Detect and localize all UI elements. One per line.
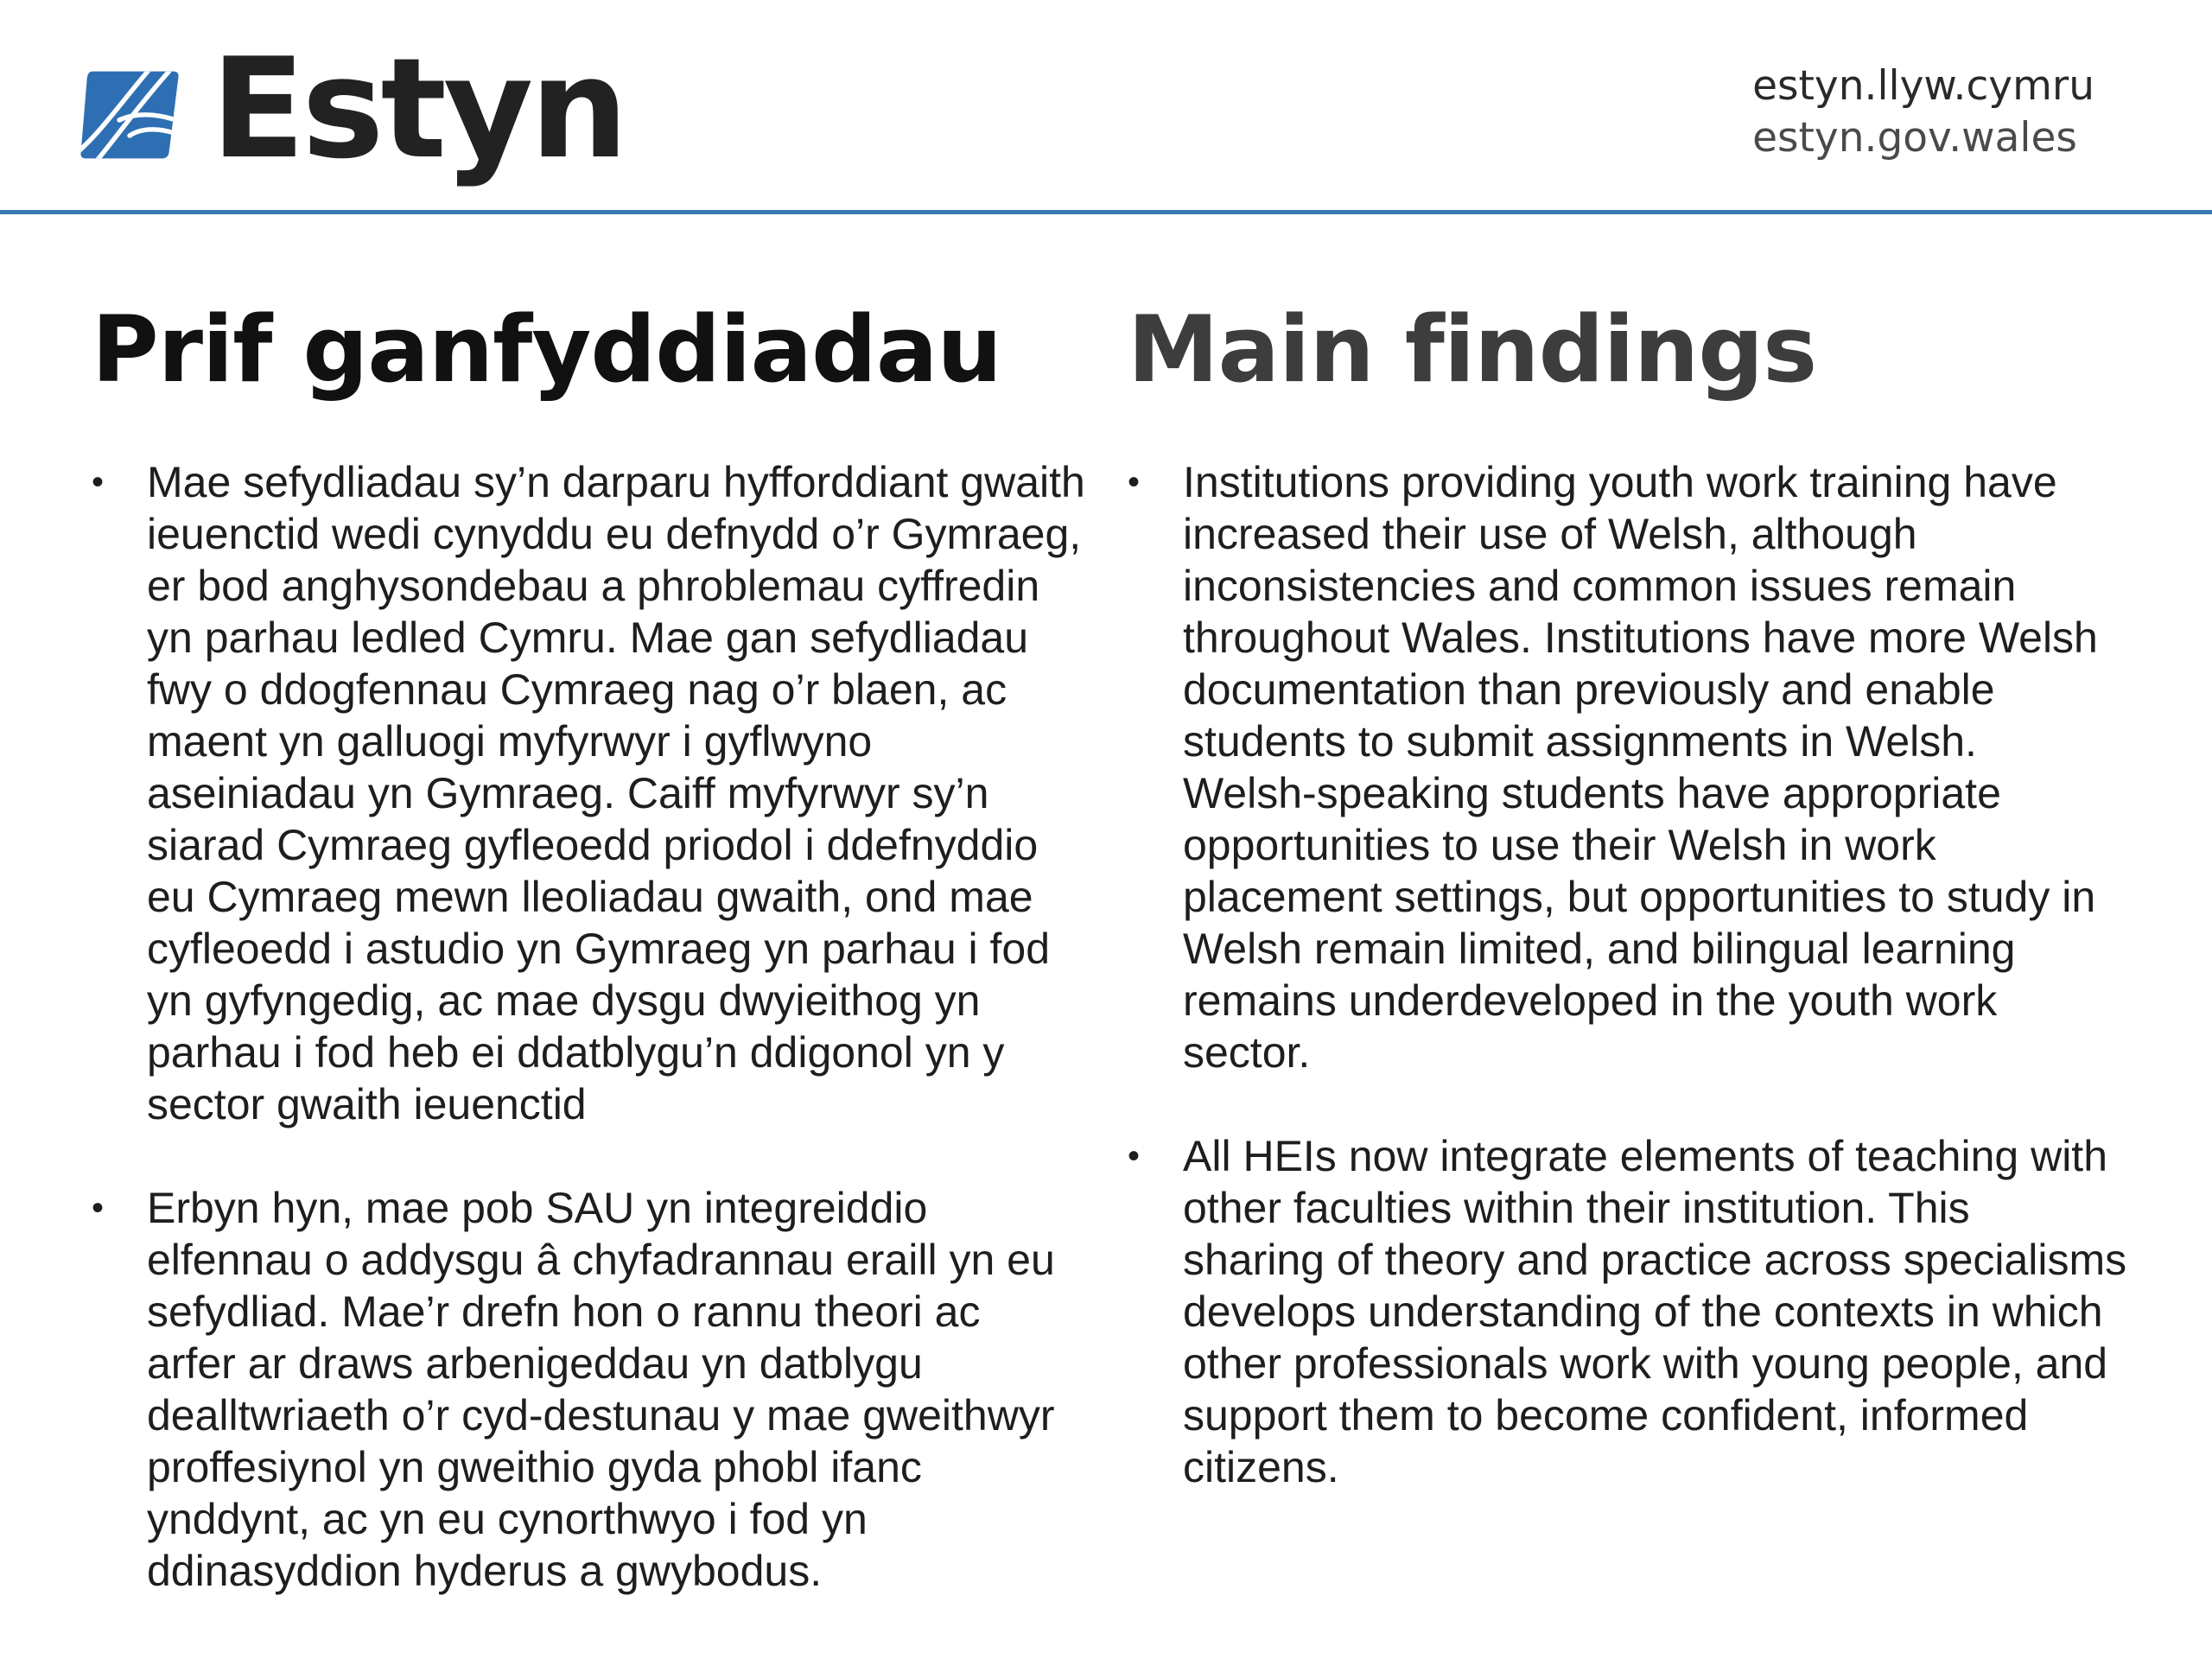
text-line: documentation than previously and enable (1183, 665, 1995, 714)
text-line: sefydliad. Mae’r drefn hon o rannu theori ac (147, 1287, 981, 1336)
welsh-heading: Prif ganfyddiadau (92, 296, 1001, 403)
estyn-mark-icon (78, 63, 181, 167)
text-line: yn parhau ledled Cymru. Mae gan sefydliadau (147, 613, 1029, 662)
text-line: other professionals work with young people, and (1183, 1339, 2108, 1388)
text-line: arfer ar draws arbenigeddau yn datblygu (147, 1339, 923, 1388)
text-line: other faculties within their institution. This (1183, 1184, 1970, 1232)
text-line: support them to become confident, informed (1183, 1391, 2029, 1440)
text-line: sector gwaith ieuenctid (147, 1080, 587, 1128)
english-column (1128, 294, 2130, 1545)
text-line: opportunities to use their Welsh in work (1183, 821, 1936, 869)
text-line: remains underdeveloped in the youth work (1183, 976, 1998, 1025)
english-heading: Main findings (1128, 296, 1817, 403)
text-line: placement settings, but opportunities to study in (1183, 873, 2096, 921)
text-line: maent yn galluogi myfyrwyr i gyflwyno (147, 717, 873, 766)
english-finding-1 (1128, 456, 2130, 1078)
text-line: inconsistencies and common issues remain (1183, 562, 2017, 610)
bullet-icon: • (1128, 1137, 1141, 1175)
welsh-finding-1 (92, 456, 1094, 1130)
text-line: Institutions providing youth work training have (1183, 458, 2057, 506)
text-line: ddinasyddion hyderus a gwybodus. (147, 1547, 823, 1595)
logo-wordmark: Estyn (211, 28, 626, 189)
text-line: sharing of theory and practice across specialisms (1183, 1236, 2127, 1284)
text-line: cyfleoedd i astudio yn Gymraeg yn parhau i fod (147, 925, 1051, 973)
welsh-column (92, 294, 1094, 1649)
bullet-icon: • (92, 1189, 105, 1227)
text-line: dealltwriaeth o’r cyd-destunau y mae gweithwyr (147, 1391, 1055, 1440)
text-line: All HEIs now integrate elements of teaching with (1183, 1132, 2107, 1180)
text-line: eu Cymraeg mewn lleoliadau gwaith, ond mae (147, 873, 1033, 921)
text-line: yn gyfyngedig, ac mae dysgu dwyieithog yn (147, 976, 981, 1025)
text-line: increased their use of Welsh, although (1183, 510, 1917, 558)
text-line: parhau i fod heb ei ddatblygu’n ddigonol yn y (147, 1028, 1005, 1077)
text-line: er bod anghysondebau a phroblemau cyffredin (147, 562, 1040, 610)
bullet-icon: • (92, 463, 105, 501)
text-line: ieuenctid wedi cynyddu eu defnydd o’r Gymraeg, (147, 510, 1082, 558)
welsh-findings-list (92, 456, 1094, 1597)
text-line: elfennau o addysgu â chyfadrannau eraill yn eu (147, 1236, 1055, 1284)
text-line: students to submit assignments in Welsh. (1183, 717, 1977, 766)
estyn-logo[interactable] (78, 28, 626, 189)
text-line: Mae sefydliadau sy’n darparu hyfforddiant gwaith (147, 458, 1085, 506)
text-line: Welsh-speaking students have appropriate (1183, 769, 2001, 817)
text-line: citizens. (1183, 1443, 1339, 1491)
text-line: fwy o ddogfennau Cymraeg nag o’r blaen, ac (147, 665, 1007, 714)
english-site-link[interactable]: estyn.gov.wales (1752, 114, 2077, 162)
welsh-site-link[interactable]: estyn.llyw.cymru (1752, 62, 2094, 110)
english-findings-list (1128, 456, 2130, 1493)
bullet-icon: • (1128, 463, 1141, 501)
text-line: siarad Cymraeg gyfleoedd priodol i ddefnyddio (147, 821, 1039, 869)
text-line: sector. (1183, 1028, 1311, 1077)
site-links (1752, 60, 2094, 164)
text-line: ynddynt, ac yn eu cynorthwyo i fod yn (147, 1495, 868, 1543)
text-line: proffesiynol yn gweithio gyda phobl ifanc (147, 1443, 922, 1491)
text-line: throughout Wales. Institutions have more Welsh (1183, 613, 2098, 662)
welsh-finding-2 (92, 1182, 1094, 1597)
english-finding-2 (1128, 1130, 2130, 1493)
text-line: aseiniadau yn Gymraeg. Caiff myfyrwyr sy’n (147, 769, 989, 817)
text-line: develops understanding of the contexts in which (1183, 1287, 2103, 1336)
text-line: Erbyn hyn, mae pob SAU yn integreiddio (147, 1184, 928, 1232)
page-header (0, 0, 2212, 214)
text-line: Welsh remain limited, and bilingual learning (1183, 925, 2016, 973)
